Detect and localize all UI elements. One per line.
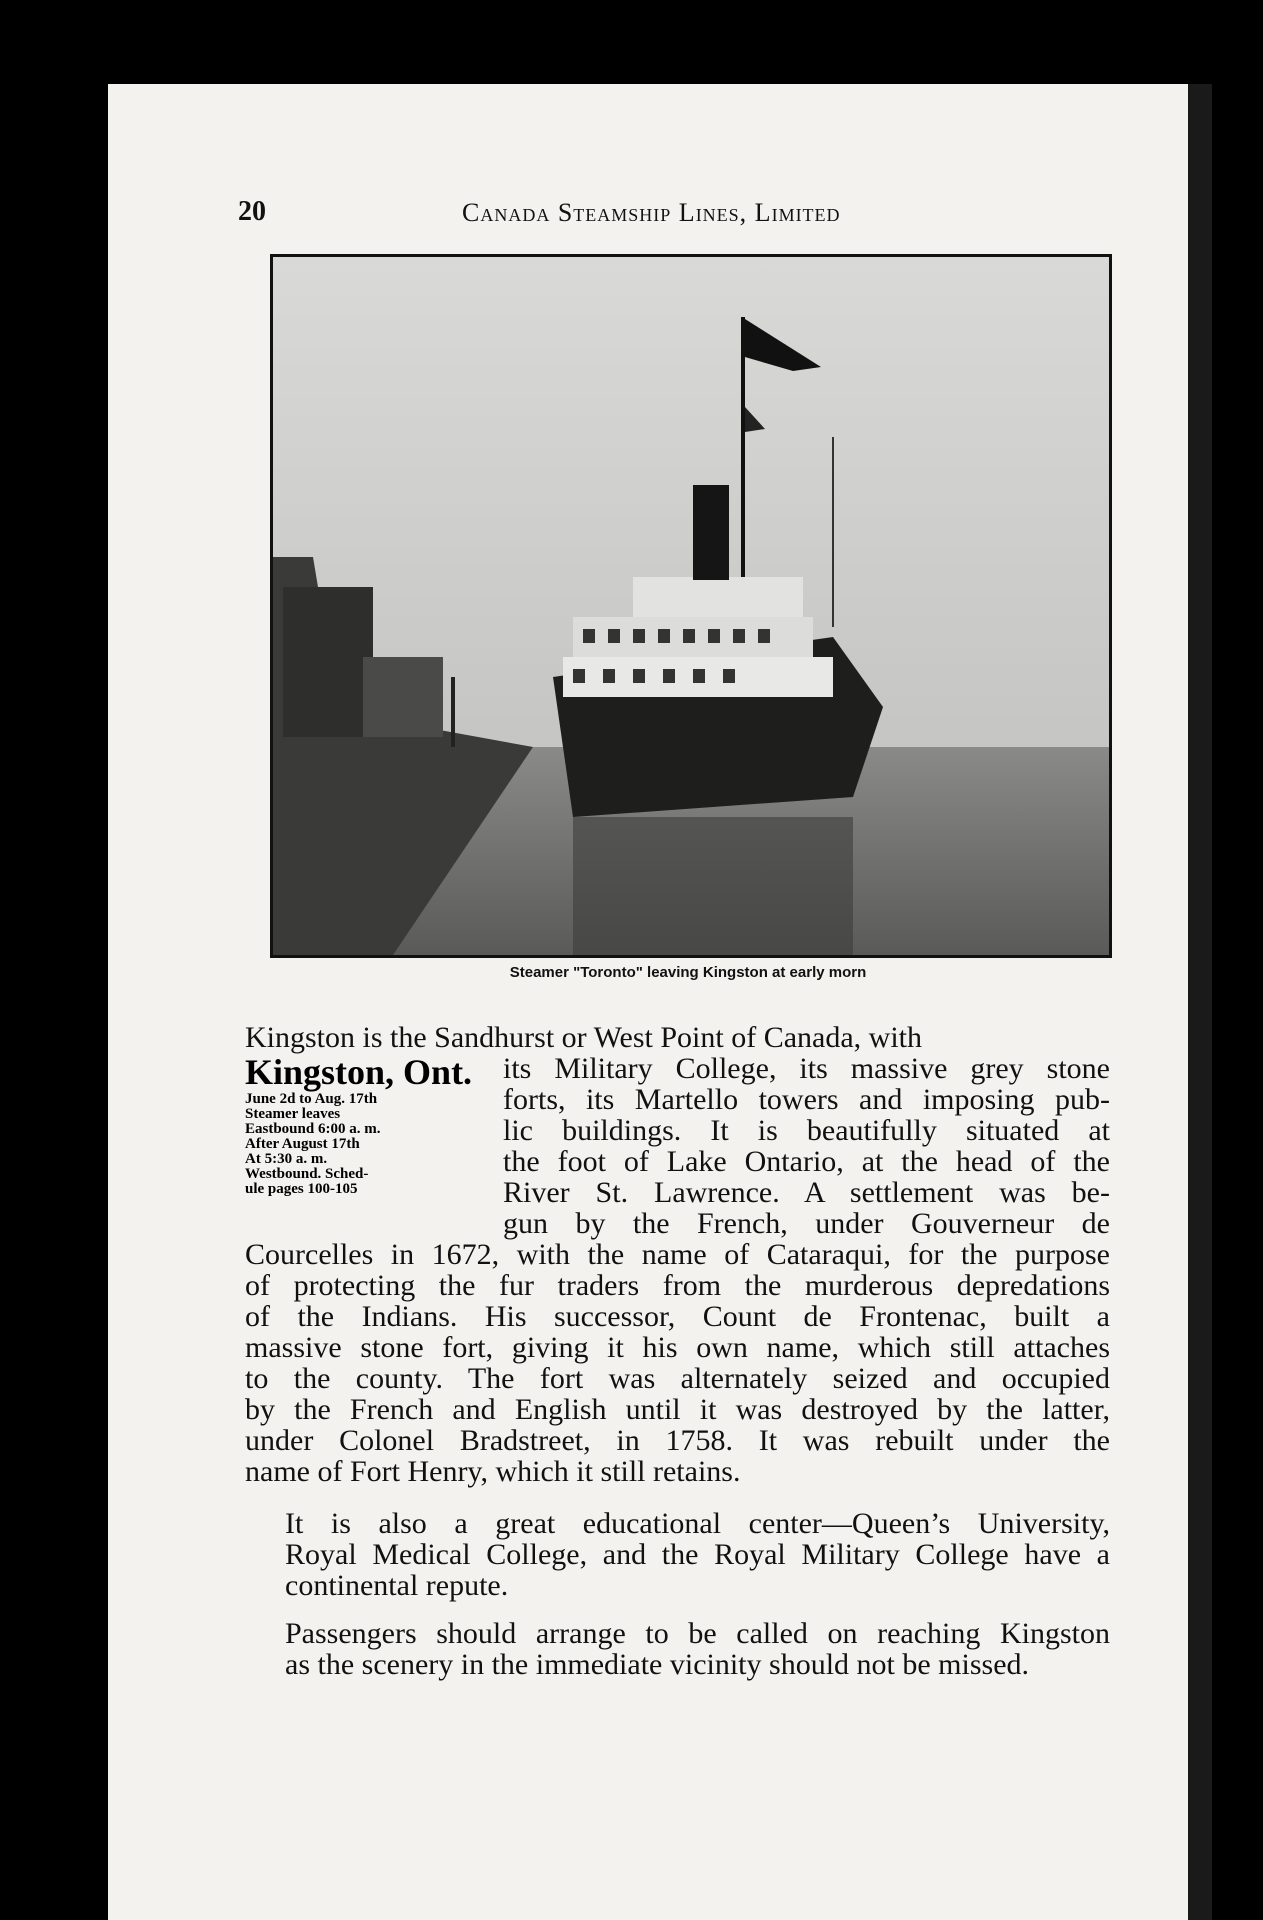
text-line: as the scenery in the immediate vicinity should not be missed. bbox=[285, 1648, 1030, 1681]
paragraph-education bbox=[245, 1508, 1110, 1601]
page-edge-shadow bbox=[1188, 84, 1212, 1920]
page-header bbox=[238, 196, 1008, 236]
steamer-photograph bbox=[270, 254, 1112, 958]
marginal-note bbox=[245, 1054, 490, 1197]
text-line: the foot of Lake Ontario, at the head of the bbox=[503, 1145, 1110, 1178]
text-line: its Military College, its massive grey stone bbox=[503, 1052, 1110, 1085]
text-line: massive stone fort, giving it his own name, which still attaches bbox=[245, 1331, 1110, 1364]
text-line: to the county. The fort was alternately seized and occupied bbox=[245, 1362, 1110, 1395]
text-line: Royal Medical College, and the Royal Military College have a bbox=[285, 1538, 1110, 1571]
page-number: 20 bbox=[238, 196, 266, 227]
text-line: Passengers should arrange to be called on reaching Kingston bbox=[285, 1617, 1110, 1650]
paragraph-beside-note bbox=[503, 1053, 1110, 1239]
steamer-illustration bbox=[273, 257, 1109, 955]
paragraph-first-line: Kingston is the Sandhurst or West Point of Canada, with bbox=[245, 1021, 922, 1054]
text-line: gun by the French, under Gouverneur de bbox=[503, 1207, 1110, 1240]
text-line: name of Fort Henry, which it still retains. bbox=[245, 1455, 741, 1488]
paragraph-history bbox=[245, 1239, 1110, 1487]
photo-caption: Steamer "Toronto" leaving Kingston at early morn bbox=[509, 964, 867, 981]
text-line: lic buildings. It is beautifully situated at bbox=[503, 1114, 1110, 1147]
place-heading: Kingston, Ont. bbox=[245, 1052, 473, 1092]
schedule-note: June 2d to Aug. 17th Steamer leaves Eastbound 6:00 a. m. After August 17th At 5:30 a. m. Westbound. Sched- ule pages 100-105 bbox=[245, 1091, 381, 1197]
text-line: Courcelles in 1672, with the name of Cataraqui, for the purpose bbox=[245, 1238, 1110, 1271]
text-line: continental repute. bbox=[285, 1569, 509, 1602]
text-line: forts, its Martello towers and imposing pub- bbox=[503, 1083, 1110, 1116]
text-line: It is also a great educational center—Queen’s University, bbox=[285, 1507, 1110, 1540]
text-line: by the French and English until it was destroyed by the latter, bbox=[245, 1393, 1110, 1426]
text-line: under Colonel Bradstreet, in 1758. It was rebuilt under the bbox=[245, 1424, 1110, 1457]
running-title: Canada Steamship Lines, Limited bbox=[462, 198, 841, 227]
text-line: of protecting the fur traders from the murderous depredations bbox=[245, 1269, 1110, 1302]
paragraph-passengers bbox=[245, 1618, 1110, 1680]
text-line: River St. Lawrence. A settlement was be- bbox=[503, 1176, 1110, 1209]
text-line: of the Indians. His successor, Count de Frontenac, built a bbox=[245, 1300, 1110, 1333]
